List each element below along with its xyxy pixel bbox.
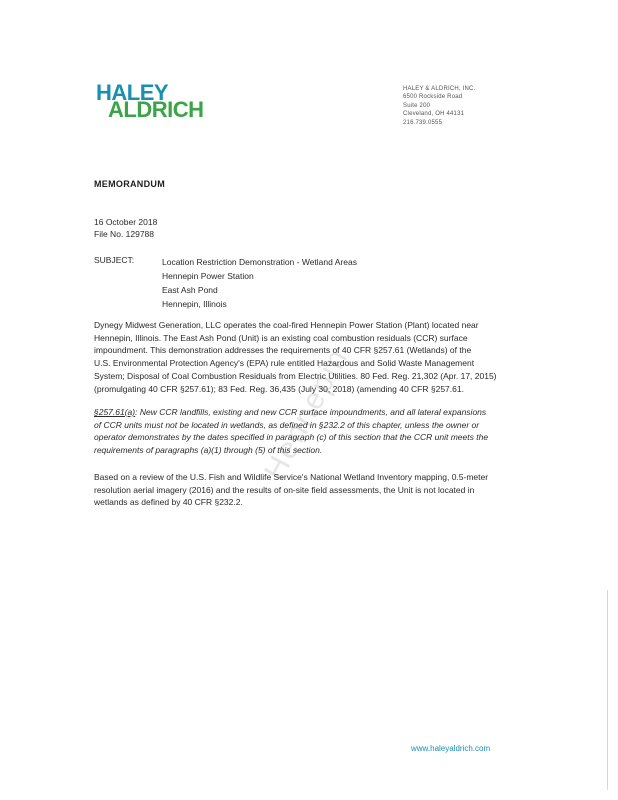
- subject-lines: [162, 255, 357, 311]
- paragraph-line: requirements of paragraphs (a)(1) through (5) of this section.: [94, 445, 323, 456]
- paragraph-line: Dynegy Midwest Generation, LLC operates the coal-fired Hennepin Power Station (Plant) located near: [94, 320, 479, 330]
- company-logo: [96, 80, 204, 122]
- paragraph-line: Based on a review of the U.S. Fish and Wildlife Service's National Wetland Inventory mapping, 0.5-meter: [94, 472, 489, 482]
- regulation-text: : New CCR landfills, existing and new CCR surface impoundments, and all lateral expansions: [135, 407, 487, 417]
- subject-line: Hennepin Power Station: [162, 271, 254, 281]
- address-street: 6500 Rockside Road: [403, 94, 463, 101]
- website-link[interactable]: www.haleyaldrich.com: [411, 744, 491, 753]
- paragraph-line: resolution aerial imagery (2016) and the results of on-site field assessments, the Unit is not located in: [94, 484, 475, 495]
- paragraph-line: U.S. Environmental Protection Agency's (EPA) rule entitled Hazardous and Solid Waste Management: [94, 358, 475, 369]
- file-number: File No. 129788: [94, 228, 155, 239]
- address-city: Cleveland, OH 44131: [403, 111, 465, 118]
- paragraph-line: operator demonstrates by the dates specified in paragraph (c) of this section that the CCR unit meets the: [94, 432, 489, 443]
- paragraph-line: (promulgating 40 CFR §257.61); 83 Fed. Reg. 36,435 (July 30, 2018) (amending 40 CFR §257.61.: [94, 383, 464, 394]
- company-address: [403, 85, 475, 127]
- memo-date: 16 October 2018: [94, 217, 158, 227]
- subject-label: SUBJECT:: [94, 255, 135, 265]
- address-company: HALEY & ALDRICH, INC.: [403, 86, 476, 92]
- paragraph-line: of CCR units must not be located in wetlands, as defined in §232.2 of this chapter, unless the owner or: [94, 419, 480, 430]
- logo-line-1: HALEY: [96, 80, 169, 105]
- paragraph-line: Hennepin, Illinois. The East Ash Pond (Unit) is an existing coal combustion residuals (CCR) surface: [94, 332, 468, 343]
- address-suite: Suite 200: [403, 102, 431, 109]
- watermark: Hennepin: [258, 342, 355, 486]
- subject-line: East Ash Pond: [162, 285, 218, 295]
- regulation-reference: §257.61(a): [94, 407, 136, 417]
- address-phone: 216.739.0555: [403, 119, 443, 126]
- paragraph-line: [94, 406, 524, 419]
- paragraph-line: impoundment. This demonstration addresses the requirements of 40 CFR §257.61 (Wetlands) of the: [94, 345, 472, 356]
- conclusion-paragraph: [94, 471, 524, 509]
- memo-title: MEMORANDUM: [94, 179, 165, 189]
- paragraph-line: System; Disposal of Coal Combustion Residuals from Electric Utilities. 80 Fed. Reg. 21,302 (Apr. 17, 2015): [94, 370, 497, 381]
- intro-paragraph: [94, 319, 524, 395]
- paragraph-line: wetlands as defined by 40 CFR §232.2.: [94, 497, 243, 508]
- regulation-paragraph: [94, 406, 524, 457]
- page-edge-line: [607, 590, 608, 790]
- subject-line: Location Restriction Demonstration - Wetland Areas: [162, 257, 357, 267]
- memo-meta: [94, 217, 157, 240]
- logo-line-2: ALDRICH: [108, 97, 204, 122]
- subject-line: Hennepin, Illinois: [162, 299, 227, 309]
